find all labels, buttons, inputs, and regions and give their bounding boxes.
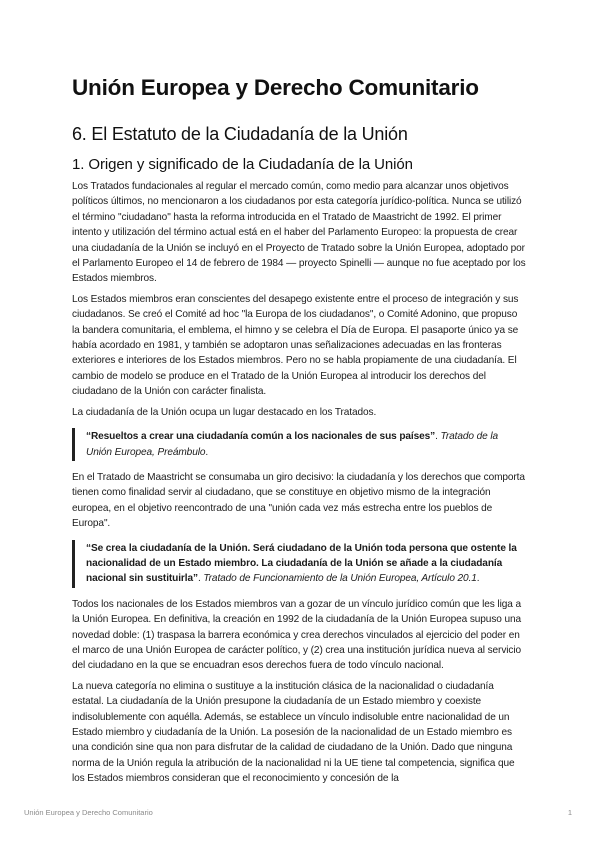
quote-source: Tratado de la Unión Europea, Preámbulo	[86, 431, 498, 458]
quote-end: .	[205, 446, 209, 458]
quote-preambulo	[72, 428, 526, 461]
quote-text: “Resueltos a crear una ciudadanía común a los nacionales de sus países”	[86, 431, 436, 443]
quote-articulo-20	[72, 540, 526, 588]
page-number: 1	[567, 808, 572, 817]
paragraph-6: La nueva categoría no elimina o sustituye a la institución clásica de la nacionalidad o ciudadanía estatal. La ciudadanía de la Unión presupone la ciudadanía de un Estado miembro y coexiste indisolublemente con aquélla. Además, se establece un vínculo indisoluble entre nacionalidad de un Estado miembro y ciudadanía de la Unión. La posesión de la nacionalidad de un Estado miembro es una condición sine qua non para disfrutar de la calidad de ciudadano de la Unión. Dado que ninguna norma de la Unión regula la atribución de la nacionalidad ni la UE tiene tal competencia, significa que los Estados miembros consideran que el reconocimiento y concesión de la	[72, 680, 515, 785]
paragraph-1: Los Tratados fundacionales al regular el mercado común, como medio para alcanzar unos objetivos políticos últimos, no mencionaron a los ciudadanos por esta categoría jurídico-política. Nunca se utilizó el término "ciudadano" hasta la reforma introducida en el Tratado de Maastricht de 1992. El primer intento y utilización del término actual está en el haber del Parlamento Europeo: la propuesta de crear una ciudadanía de la Unión se incluyó en el Proyecto de Tratado sobre la Unión Europea, adoptado por el Parlamento Europeo el 14 de febrero de 1984 — proyecto Spinelli — aunque no fue aceptado por los Estados miembros.	[72, 181, 526, 285]
quote-text: “Se crea la ciudadanía de la Unión. Será ciudadano de la Unión toda persona que ostente la nacionalidad de un Estado miembro. La ciudadanía de la Unión se añade a la ciudadanía nacional sin sustituirla”	[86, 542, 517, 585]
footer-title: Unión Europea y Derecho Comunitario	[24, 808, 153, 817]
paragraph-2: Los Estados miembros eran conscientes del desapego existente entre el proceso de integración y sus ciudadanos. Se creó el Comité ad hoc "la Europa de los ciudadanos", o Comité Adonino, que propuso la bandera comunitaria, el emblema, el himno y se celebra el Día de Europa. El pasaporte único ya se había acordado en 1981, y también se adoptaron unas señalizaciones adecuadas en las fronteras exteriores e interiores de los Estados miembros. Pero no se habla propiamente de una ciudadanía. El cambio de modelo se produce en el Tratado de la Unión Europea al introducir los derechos del ciudadano de la Unión con carácter finalista.	[72, 293, 519, 398]
quote-separator: .	[435, 431, 441, 443]
document-title: Unión Europea y Derecho Comunitario	[72, 75, 479, 100]
paragraph-3: La ciudadanía de la Unión ocupa un lugar destacado en los Tratados.	[72, 406, 377, 418]
document-body	[72, 74, 526, 792]
quote-separator: .	[197, 573, 204, 585]
section-heading: 1. Origen y significado de la Ciudadanía de la Unión	[72, 156, 413, 173]
paragraph-5: Todos los nacionales de los Estados miembros van a gozar de un vínculo jurídico común que les liga a la Unión Europea. En definitiva, la creación en 1992 de la ciudadanía de la Unión Europea supuso una novedad doble: (1) traspasa la barrera económica y crea derechos vinculados al ejercicio del poder en el marco de una Unión Europea de carácter político, y (2) crea una institución jurídica nueva al servicio del ciudadano en la que se encuadran esos derechos fuera de todo vínculo nacional.	[72, 598, 522, 672]
paragraph-4: En el Tratado de Maastricht se consumaba un giro decisivo: la ciudadanía y los derechos que comporta tienen como finalidad servir al ciudadano, que se constituye en objetivo mismo de la integración europea, en el objetivo reencontrado de una "unión cada vez más estrecha entre los pueblos de Europa".	[72, 471, 525, 530]
quote-end: .	[476, 573, 480, 585]
chapter-heading: 6. El Estatuto de la Ciudadanía de la Unión	[72, 124, 408, 144]
page-footer	[24, 808, 572, 817]
quote-source: Tratado de Funcionamiento de la Unión Europea, Artículo 20.1	[203, 573, 477, 585]
